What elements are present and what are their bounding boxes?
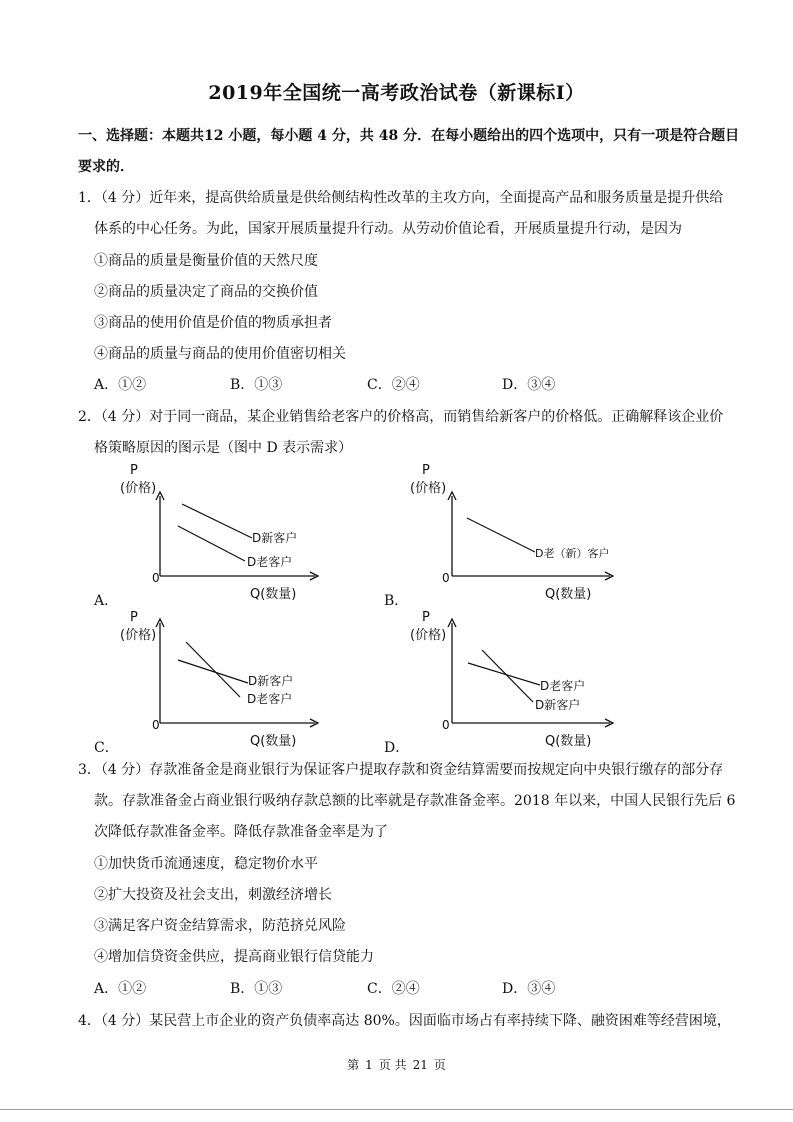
q1-item-4: ④商品的质量与商品的使用价值密切相关 xyxy=(94,346,346,362)
q-axis-label: Q(数量) xyxy=(545,587,592,602)
demand-curve-new xyxy=(178,660,248,683)
q1-item-2: ②商品的质量决定了商品的交换价值 xyxy=(94,284,318,300)
q-axis-label: Q(数量) xyxy=(250,587,297,602)
origin-label: 0 xyxy=(442,571,450,585)
demand-curve-old xyxy=(178,526,245,561)
curve-label-1: D老客户 xyxy=(540,679,586,693)
footer-prefix: 第 xyxy=(347,1058,360,1072)
curve-label-2: D老客户 xyxy=(247,555,293,569)
curve-label-2: D新客户 xyxy=(535,698,581,712)
curve-label-1: D新客户 xyxy=(248,674,294,688)
q1-answer-d[interactable]: D．③④ xyxy=(502,377,556,393)
demand-curve-same xyxy=(467,518,535,552)
q2-option-a[interactable]: A． xyxy=(94,593,119,609)
origin-label: 0 xyxy=(152,571,160,585)
demand-curve-new xyxy=(482,650,533,702)
q4-stem: 4．（4 分）某民营上市企业的资产负债率高达 80%。因面临市场占有率持续下降、融资困难等经营困境， xyxy=(78,1013,731,1029)
demand-curve-old xyxy=(186,642,240,697)
q3-item-4: ④增加信贷资金供应，提高商业银行信贷能力 xyxy=(94,949,374,965)
q3-stem: 3．（4 分）存款准备金是商业银行为保证客户提取存款和资金结算需要而按规定向中央银行缴存的部分存 xyxy=(78,762,724,778)
q2-stem: 2．（4 分）对于同一商品，某企业销售给老客户的价格高，而销售给新客户的价格低。正确解释该企业价 xyxy=(78,409,724,425)
q3-answer-b[interactable]: B．①③ xyxy=(230,981,283,997)
q-axis-label: Q(数量) xyxy=(545,734,592,749)
q3-item-1: ①加快货币流通速度，稳定物价水平 xyxy=(94,856,318,872)
footer-mid: 页 共 xyxy=(378,1058,407,1072)
q1-item-3: ③商品的使用价值是价值的物质承担者 xyxy=(94,315,332,331)
q1-answer-b[interactable]: B．①③ xyxy=(230,377,283,393)
p-axis-label: P xyxy=(130,463,138,478)
q1-answer-a[interactable]: A．①② xyxy=(94,377,147,393)
page-footer xyxy=(0,1056,793,1073)
p-axis-label: P xyxy=(130,610,138,625)
footer-suffix: 页 xyxy=(433,1058,446,1072)
q1-stem: 1．（4 分）近年来，提高供给质量是供给侧结构性改革的主攻方向，全面提高产品和服务质量是提升供给 xyxy=(78,190,724,206)
q-axis-label: Q(数量) xyxy=(250,734,297,749)
q3-answer-c[interactable]: C．②④ xyxy=(367,981,420,997)
p-axis-sublabel: (价格) xyxy=(120,628,157,643)
p-axis-sublabel: (价格) xyxy=(120,481,157,496)
footer-page-number: 1 xyxy=(365,1058,373,1072)
q3-stem-cont-2: 次降低存款准备金率。降低存款准备金率是为了 xyxy=(94,824,388,840)
q1-stem-cont: 体系的中心任务。为此，国家开展质量提升行动。从劳动价值论看，开展质量提升行动，是因为 xyxy=(94,221,682,237)
q3-stem-cont-1: 款。存款准备金占商业银行吸纳存款总额的比率就是存款准备金率。2018 年以来，中国人民银行先后 6 xyxy=(94,793,736,809)
q1-item-1: ①商品的质量是衡量价值的天然尺度 xyxy=(94,253,318,269)
section-heading-cont: 要求的． xyxy=(78,159,134,175)
footer-total-pages: 21 xyxy=(412,1058,428,1072)
origin-label: 0 xyxy=(442,718,450,732)
page-title: 2019年全国统一高考政治试卷（新课标Ⅰ） xyxy=(208,82,585,104)
q2-graph-b xyxy=(378,458,628,608)
demand-curve-old xyxy=(468,663,540,685)
q2-option-c[interactable]: C． xyxy=(94,740,119,756)
p-axis-sublabel: (价格) xyxy=(410,481,447,496)
q2-option-d[interactable]: D． xyxy=(384,740,410,756)
q1-answer-c[interactable]: C．②④ xyxy=(367,377,420,393)
q2-option-b[interactable]: B． xyxy=(384,593,409,609)
q2-graph-a xyxy=(90,458,330,608)
q3-answer-a[interactable]: A．①② xyxy=(94,981,147,997)
p-axis-label: P xyxy=(422,463,430,478)
q2-stem-cont: 格策略原因的图示是（图中 D 表示需求） xyxy=(94,440,353,456)
curve-label-1: D新客户 xyxy=(252,531,298,545)
p-axis-label: P xyxy=(422,610,430,625)
curve-label-2: D老客户 xyxy=(247,692,293,706)
section-heading: 一、选择题：本题共12 小题，每小题 4 分，共 48 分．在每小题给出的四个选项中，只有一项是符合题目 xyxy=(78,128,740,144)
q3-item-2: ②扩大投资及社会支出，刺激经济增长 xyxy=(94,887,332,903)
curve-label-1: D老（新）客户 xyxy=(535,547,610,560)
q2-graph-d xyxy=(378,605,628,755)
bottom-divider xyxy=(0,1109,793,1110)
origin-label: 0 xyxy=(152,718,160,732)
q2-graph-c xyxy=(90,605,330,755)
q3-answer-d[interactable]: D．③④ xyxy=(502,981,556,997)
q3-item-3: ③满足客户资金结算需求，防范挤兑风险 xyxy=(94,918,346,934)
p-axis-sublabel: (价格) xyxy=(410,628,447,643)
